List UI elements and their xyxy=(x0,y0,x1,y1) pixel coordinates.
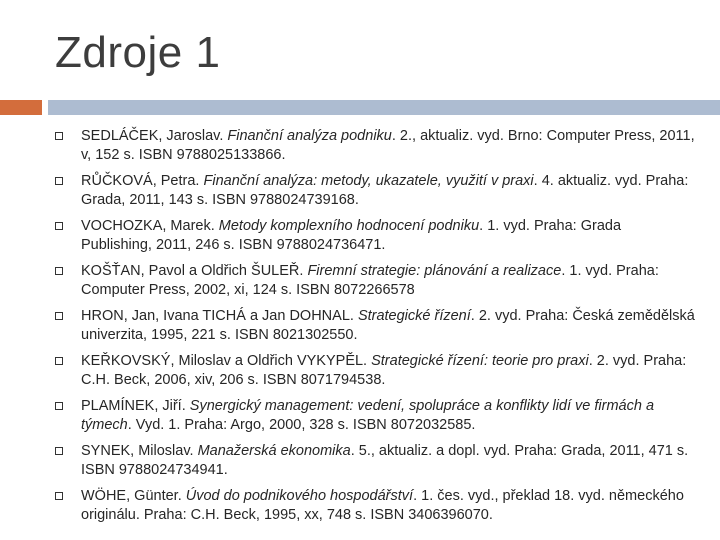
reference-text: KOŠŤAN, Pavol a Oldřich ŠULEŘ. Firemní strategie: plánování a realizace. 1. vyd. Praha: Computer Press, 2002, xi, 124 s. ISBN 8072266578 xyxy=(81,263,659,298)
reference-text: VOCHOZKA, Marek. Metody komplexního hodnocení podniku. 1. vyd. Praha: Grada Publishing, 2011, 246 s. ISBN 9788024736471. xyxy=(81,218,622,253)
list-item xyxy=(55,397,695,442)
list-item xyxy=(55,172,695,217)
reference-text: RŮČKOVÁ, Petra. Finanční analýza: metody, ukazatele, využití v praxi. 4. aktualiz. vyd. Praha: Grada, 2011, 143 s. ISBN 9788024739168. xyxy=(81,173,689,208)
reference-text: SEDLÁČEK, Jaroslav. Finanční analýza podniku. 2., aktualiz. vyd. Brno: Computer Press, 2011, v, 152 s. ISBN 9788025133866. xyxy=(81,128,695,163)
square-bullet-icon xyxy=(55,442,81,455)
title-divider-bar xyxy=(48,100,720,115)
square-bullet-icon xyxy=(55,487,81,500)
list-item xyxy=(55,217,695,262)
list-item xyxy=(55,442,695,487)
list-item xyxy=(55,262,695,307)
reference-text: KEŘKOVSKÝ, Miloslav a Oldřich VYKYPĚL. Strategické řízení: teorie pro praxi. 2. vyd. Praha: C.H. Beck, 2006, xiv, 206 s. ISBN 8071794538. xyxy=(81,353,687,388)
accent-bar xyxy=(0,100,42,115)
reference-text: HRON, Jan, Ivana TICHÁ a Jan DOHNAL. Strategické řízení. 2. vyd. Praha: Česká zemědělská univerzita, 1995, 221 s. ISBN 8021302550. xyxy=(81,308,695,343)
list-item xyxy=(55,307,695,352)
square-bullet-icon xyxy=(55,127,81,140)
slide-title: Zdroje 1 xyxy=(55,28,221,77)
list-item xyxy=(55,487,695,532)
square-bullet-icon xyxy=(55,352,81,365)
reference-text: SYNEK, Miloslav. Manažerská ekonomika. 5., aktualiz. a dopl. vyd. Praha: Grada, 2011, 471 s. ISBN 9788024734941. xyxy=(81,443,689,478)
square-bullet-icon xyxy=(55,172,81,185)
square-bullet-icon xyxy=(55,397,81,410)
reference-text: PLAMÍNEK, Jiří. Synergický management: vedení, spolupráce a konflikty lidí ve firmách a týmech. Vyd. 1. Praha: Argo, 2000, 328 s. ISBN 8072032585. xyxy=(81,398,655,433)
reference-text: WÖHE, Günter. Úvod do podnikového hospodářství. 1. čes. vyd., překlad 18. vyd. německého originálu. Praha: C.H. Beck, 1995, xx, 748 s. ISBN 3406396070. xyxy=(81,488,684,523)
square-bullet-icon xyxy=(55,307,81,320)
square-bullet-icon xyxy=(55,217,81,230)
square-bullet-icon xyxy=(55,262,81,275)
reference-list xyxy=(55,127,695,532)
list-item xyxy=(55,127,695,172)
list-item xyxy=(55,352,695,397)
